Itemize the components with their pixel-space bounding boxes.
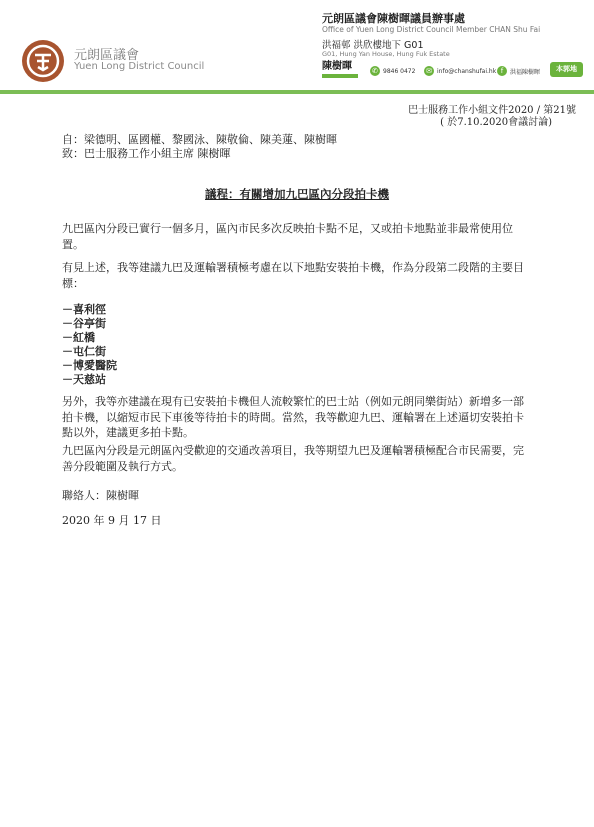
council-name-en: Yuen Long District Council	[74, 61, 205, 72]
council-name-zh: 元朗區議會	[74, 48, 140, 63]
location-item: －喜利徑	[62, 303, 106, 316]
to-line: 致：巴士服務工作小組主席 陳樹暉	[62, 147, 231, 160]
facebook-icon: f	[497, 66, 507, 76]
phone-number: 9846 0472	[383, 67, 416, 75]
location-item: －天慈站	[62, 373, 106, 386]
mail-icon: ✉	[424, 66, 434, 76]
office-address-en: G01, Hung Yan House, Hung Fuk Estate	[322, 50, 450, 58]
phone-contact	[370, 65, 415, 77]
council-logo-icon	[22, 40, 64, 82]
location-item: －屯仁街	[62, 345, 106, 358]
paragraph-intro: 九巴區內分段已實行一個多月，區內市民多次反映拍卡點不足，又或拍卡地點並非最常使用位置。	[62, 222, 513, 251]
agenda-title: 議程：有關增加九巴區內分段拍卡機	[205, 187, 389, 201]
brand-underline	[322, 74, 358, 78]
phone-icon: ✆	[370, 66, 380, 76]
brand-name: 陳樹暉	[322, 61, 352, 72]
location-item: －紅橋	[62, 331, 95, 344]
councillor-brand-logo	[322, 61, 360, 81]
facebook-page[interactable]: 洪福陳樹暉	[510, 68, 541, 76]
document-date: 2020 年 9 月 17 日	[62, 514, 162, 527]
email-address[interactable]: info@chanshufai.hk	[437, 67, 497, 75]
contact-person: 聯絡人：陳樹暉	[62, 489, 139, 502]
document-number: 巴士服務工作小組文件2020 / 第21號	[408, 105, 576, 116]
facebook-contact[interactable]	[497, 65, 540, 77]
office-title: 元朗區議會陳樹暉議員辦事處	[322, 12, 465, 25]
header-divider	[0, 90, 594, 94]
office-title-en: Office of Yuen Long District Council Member CHAN Shu Fai	[322, 25, 541, 34]
from-line: 自：梁德明、區國權、黎國泳、陳敬倫、陳美蓮、陳樹暉	[62, 133, 337, 146]
office-address-zh: 洪福邨 洪欣樓地下 G01	[322, 40, 424, 51]
location-item: －博愛醫院	[62, 359, 117, 372]
location-item: －谷亭街	[62, 317, 106, 330]
meeting-date-note: ( 於7.10.2020會議討論)	[440, 117, 552, 128]
paragraph-additional: 另外，我等亦建議在現有已安裝拍卡機但人流較繁忙的巴士站（例如元朗同樂街站）新增多一部拍卡機，以縮短市民下車後等待拍卡的時間。當然，我等歡迎九巴、運輸署在上述逼切安裝拍卡點以外，建議更多拍卡點。	[62, 395, 524, 439]
email-contact[interactable]	[424, 65, 496, 77]
paragraph-proposal: 有見上述，我等建議九巴及運輸署積極考慮在以下地點安裝拍卡機，作為分段第二段階的主要目標：	[62, 261, 524, 290]
badge-logo: 本郭地	[550, 62, 583, 77]
paragraph-conclusion: 九巴區內分段是元朗區內受歡迎的交通改善項目，我等期望九巴及運輸署積極配合市民需要，完善分段範圍及執行方式。	[62, 444, 524, 473]
